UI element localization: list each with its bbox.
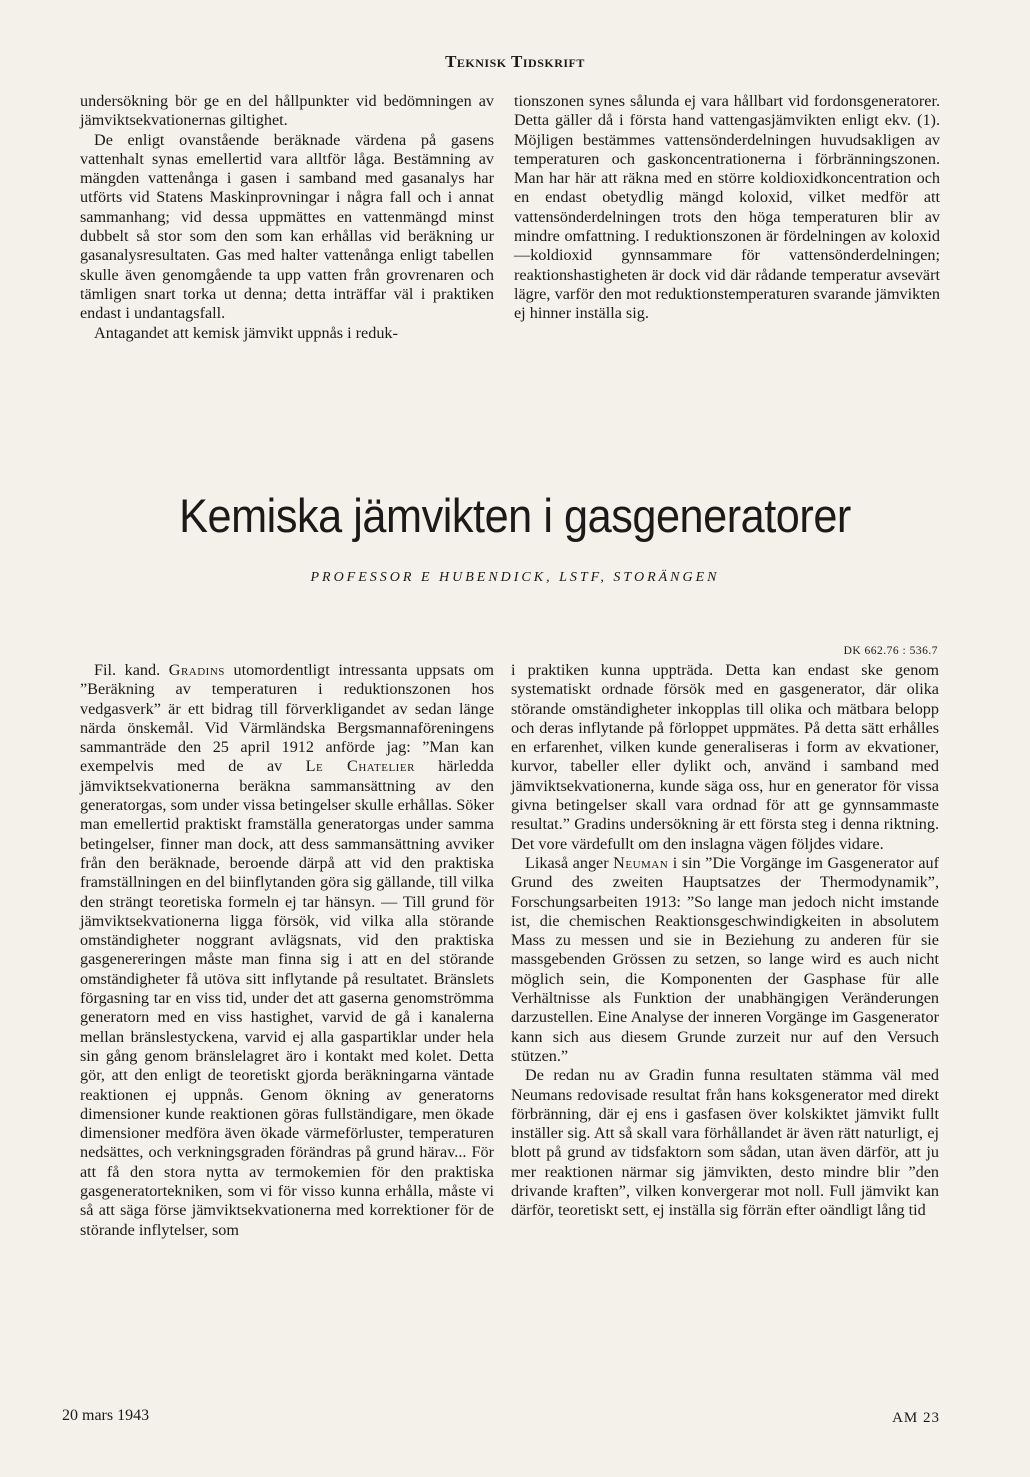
journal-header: Teknisk Tidskrift: [445, 52, 585, 71]
text-run: i sin ”Die Vorgänge im Gasgenerator auf Grund des zweiten Hauptsatzes der Thermodynamik”, Forschungsarbeiten 1913: ”So lange man jedoch nicht imstande ist, die chemischen Reaktionsgeschwindigkeiten in absolutem Mass zu messen und sie in Beziehung zu anderen für sie massgebenden Grössen zu setzen, so lange wird es auch nicht möglich sein, die Komponenten der Gasphase für alle Verhältnisse als Funktion der unabhängigen Veränderungen darzustellen. Eine Analyse der inneren Vorgänge im Gasgenerator kann sich aus diesem Grunde zurzeit nur auf den Versuch stützen.”: [511, 853, 939, 1065]
footer-date: 20 mars 1943: [62, 1407, 150, 1424]
paragraph: [80, 661, 494, 1240]
author-name: Le Chatelier: [305, 757, 415, 776]
article-author: PROFESSOR E HUBENDICK, LSTF, STORÄNGEN: [310, 570, 720, 585]
top-right-column: [514, 92, 940, 324]
text-run: Fil. kand.: [94, 661, 169, 679]
text-run: utomordentligt intressanta uppsats om ”Beräkning av temperaturen i reduktionszonen hos vedgasverk” är ett bidrag till förverkligandet av sedan länge närda önskemål. Vid Värmländska Bergsmannaföreningens sammanträde den 25 april 1912 anförde jag: ”Man kan exempelvis med de av: [80, 661, 494, 776]
paragraph: Antagandet att kemisk jämvikt uppnås i reduk-: [94, 323, 398, 342]
bottom-right-column: [511, 661, 939, 1221]
author-name: Neuman: [613, 853, 669, 872]
paragraph: i praktiken kunna uppträda. Detta kan endast ske genom systematiskt ordnade försök med en gasgenerator, där olika störande omständigheter inkopplas till olika och mätbara belopp och deras inflytande på förloppet uppmätes. På detta sätt erhålles en erfarenhet, vilken kunde generaliseras i form av ekvationer, kurvor, tabeller eller dylikt och, använd i samband med jämviktsekvationerna, kunde säga oss, hur en generator för vissa givna betingelser skall vara ordnad för att ge gynnsammaste resultat.” Gradins undersökning är ett första steg i denna riktning. Det vore värdefullt om den inslagna vägen följdes vidare.: [511, 661, 939, 853]
author-name: Gradins: [168, 661, 225, 679]
classification-code: DK 662.76 : 536.7: [843, 645, 938, 657]
page-number: AM 23: [892, 1410, 940, 1426]
paragraph: [511, 854, 939, 1066]
text-run: härledda jämviktsekvationerna beräkna sammansättning av den generatorgas, som under vissa betingelser skulle erhållas. Söker man emellertid praktiskt framställa generatorgas under samma betingelser, finner man dock, att dess sammansättning avviker från den beräknade, beroende därpå att vid den praktiska framställningen en del biinflytanden göra sig gällande, till vilka den strängt teoretiska formeln ej tar hänsyn. — Till grund för jämviktsekvationerna ligga försök, vid vilka alla störande omständigheter noggrant avlägsnats, vid den praktiska gasgenereringen måste man finna sig i att en del störande omständigheter få utöva sitt inflytande på resultatet. Bränslets förgasning tar en viss tid, under det att gaserna genomströmma generatorn med en viss hastighet, varvid de gå i kanalerna mellan bränslestyckena, varvid ej alla gaspartiklar under hela sin gång genom bränslelagret äro i kontakt med kolet. Detta gör, att den enligt de teoretiskt gjorda beräkningarna väntade reaktionen ej uppnås. Genom ökning av generatorns dimensioner kunde reaktionen göras fullständigare, men ökade dimensioner medföra även ökade värmeförluster, temperaturen nedsättes, och verkningsgraden förändras på grund härav... För att få den stora nytta av termokemien för den praktiska gasgeneratortekniken, som vi för visso kunna erhålla, måste vi så att säga förse jämviktsekvationerna med korrektioner för de störande inflytelser, som: [80, 757, 494, 1239]
paragraph: De enligt ovanstående beräknade värdena på gasens vattenhalt synas emellertid vara alltför låga. Bestämning av mängden vattenånga i gasen i samband med gasanalys har utförts vid Statens Maskinprovningar i några fall och i annat sammanhang; vid dessa uppmättes en vattenmängd minst dubbelt så stor som den som kan erhållas vid beräkning ur gasanalysresultaten. Gas med halter vattenånga enligt tabellen skulle även genomgående ta upp vatten från grovrenaren och tämligen snart torka ut denna; detta inträffar väl i praktiken endast i undantagsfall.: [80, 130, 494, 323]
paragraph: undersökning bör ge en del hållpunkter vid bedömningen av jämviktsekvationernas giltighet.: [80, 92, 494, 130]
bottom-left-column: [80, 661, 494, 1240]
paragraph: De redan nu av Gradin funna resultaten stämma väl med Neumans redovisade resultat från hans koksgenerator med direkt förbränning, där ej ens i gasfasen över kolskiktet jämvikt fullt inställer sig. Att så skall vara förhållandet är även rätt naturligt, ej blott på grund av tidsfaktorn som sådan, utan även därför, att ju mer reaktionen närmar sig jämvikten, desto mindre blir ”den drivande kraften”, vilken konvergerar mot noll. Full jämvikt kan därför, teoretiskt sett, ej inställa sig förrän efter oändligt lång tid: [511, 1066, 939, 1220]
text-run: Likaså anger: [525, 853, 614, 872]
top-left-column: [80, 92, 494, 343]
paragraph: tionszonen synes sålunda ej vara hållbart vid fordonsgeneratorer. Detta gäller då i första hand vattengasjämvikten enligt ekv. (1). Möjligen bestämmes vattensönderdelningen huvudsakligen av temperaturen och gaskoncentrationerna i förbränningszonen. Man har här att räkna med en större koldioxidkoncentration och en endast obetydlig mängd koloxid, vilket medför att vattensönderdelningen trots den höga temperaturen blir av mindre omfattning. I reduktionszonen är fördelningen av koloxid—koldioxid gynnsammare för vattensönderdelningen; reaktionshastigheten är dock vid där rådande temperatur avsevärt lägre, varför den mot reduktionstemperaturen svarande jämvikten ej hinner inställa sig.: [514, 92, 940, 323]
article-title: Kemiska jämvikten i gasgeneratorer: [179, 489, 851, 542]
